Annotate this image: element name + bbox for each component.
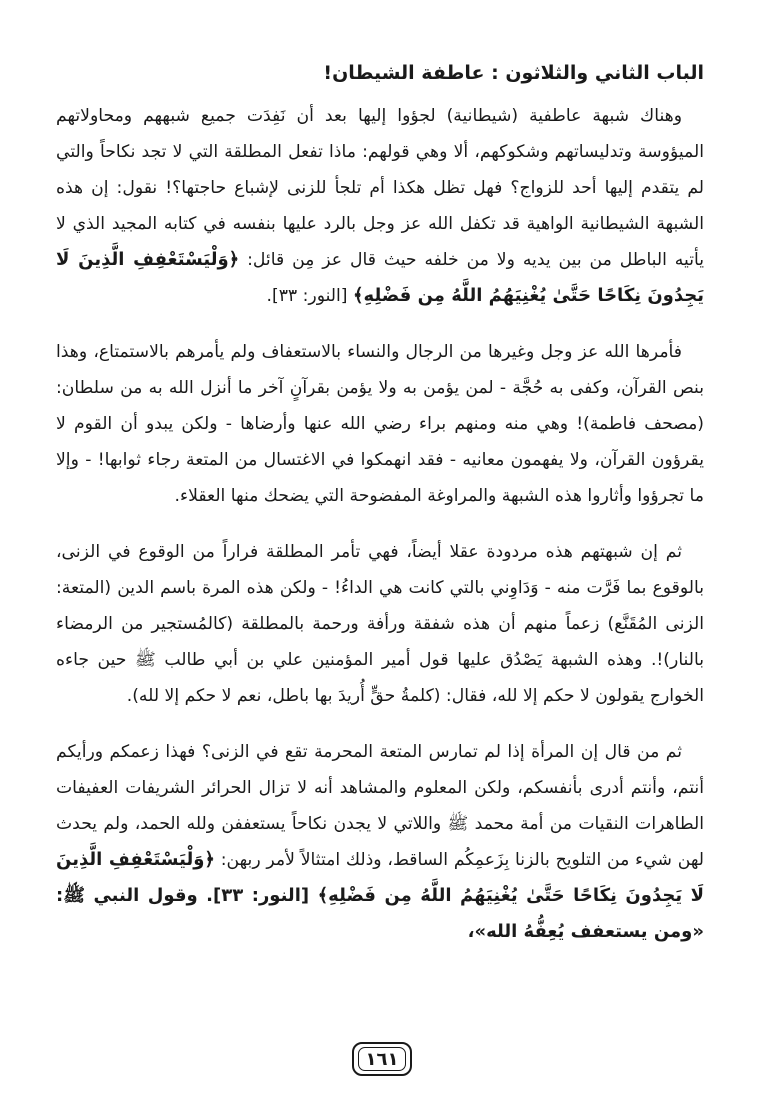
paragraph-1-text: وهناك شبهة عاطفية (شيطانية) لجؤوا إليها بعد أن نَفِدَت جميع شبههم ومحاولاتهم الميؤوسة وتدليساتهم وشكوكهم، ألا وهي قولهم: ماذا تفعل المطلقة التي لا تجد نكاحاً والتي لم يتقدم إليها أحد للزواج؟ فهل تظل هكذا أم تلجأ للزنى لإشباع حاجتها؟! نقول: إن هذه الشبهة الشيطانية الواهية قد تكفل الله عز وجل بالرد عليها بنفسه في كتابه المجيد الذي لا يأتيه الباطل من بين يديه ولا من خلفه حيث قال عز مِن قائل: xyxy=(56,106,705,270)
paragraph-3 xyxy=(56,534,704,714)
quran-verse-2: ﴿وَلْيَسْتَعْفِفِ الَّذِينَ لَا يَجِدُونَ نِكَاحًا حَتَّىٰ يُغْنِيَهُمُ اللَّهُ مِن فَضْلِهِ﴾ xyxy=(56,849,704,906)
paragraph-1 xyxy=(56,98,704,314)
page-number xyxy=(352,1042,412,1076)
page-body xyxy=(56,58,704,970)
quran-verse-1: ﴿وَلْيَسْتَعْفِفِ الَّذِينَ لَا يَجِدُونَ نِكَاحًا حَتَّىٰ يُغْنِيَهُمُ اللَّهُ مِن فَضْلِهِ﴾ xyxy=(56,249,704,306)
page-number-text: ١٦١ xyxy=(365,1048,399,1070)
paragraph-3-text: ثم إن شبهتهم هذه مردودة عقلا أيضاً، فهي تأمر المطلقة فراراً من الوقوع في الزنى، بالوقوع بما فَرَّت منه - وَدَاوِني بالتي كانت هي الداءُ! - ولكن هذه المرة باسم الدين (المتعة: الزنى المُقَنَّع) زعماً منهم أن هذه شفقة ورأفة ورحمة بالمطلقة (كالمُستجير من الرمضاء بالنار)!. وهذه الشبهة يَصْدُق عليها قول أمير المؤمنين علي بن أبي طالب ﷺ حين جاءه الخوارج يقولون لا حكم إلا لله، فقال: (كلمةُ حقٍّ أُريدَ بها باطل، نعم لا حكم إلا لله). xyxy=(56,542,704,706)
verse-reference-2-and-hadith: [النور: ٣٣]. وقول النبي ﷺ: «ومن يستعفف يُعِفُّهُ الله»، xyxy=(56,885,704,942)
verse-reference-1: [النور: ٣٣]. xyxy=(266,286,353,306)
chapter-title: الباب الثاني والثلاثون : عاطفة الشيطان! xyxy=(323,62,704,84)
paragraph-2-text: فأمرها الله عز وجل وغيرها من الرجال والنساء بالاستعفاف ولم يأمرهم بالاستمتاع، وهذا بنص القرآن، وكفى به حُجَّة - لمن يؤمن به ولا يؤمن بقرآنٍ آخر ما أنزل الله به من سلطان: (مصحف فاطمة)! وهي منه ومنهم براء رضي الله عنها وأرضاها - ولكن يبدو أن القوم لا يقرؤون القرآن، ولا يفهمون معانيه - فقد انهمكوا في الاغتسال من المتعة رجاء ثوابها! - وإلا ما تجرؤوا وأثاروا هذه الشبهة والمراوغة المفضوحة التي يضحك منها العقلاء. xyxy=(56,342,704,506)
paragraph-2 xyxy=(56,334,704,514)
paragraph-4 xyxy=(56,734,704,950)
paragraph-4-text: ثم من قال إن المرأة إذا لم تمارس المتعة المحرمة تقع في الزنى؟ فهذا زعمكم ورأيكم أنتم، وأنتم أدرى بأنفسكم، ولكن المعلوم والمشاهد أنه لا تزال الحرائر الشريفات العفيفات الطاهرات النقيات من أمة محمد ﷺ واللاتي لا يجدن نكاحاً يستعففن ولله الحمد، ولم يحدث لهن شيء من التلويح بالزنا بِزَعمِكُم الساقط، وذلك امتثالاً لأمر ربهن: xyxy=(56,742,704,870)
